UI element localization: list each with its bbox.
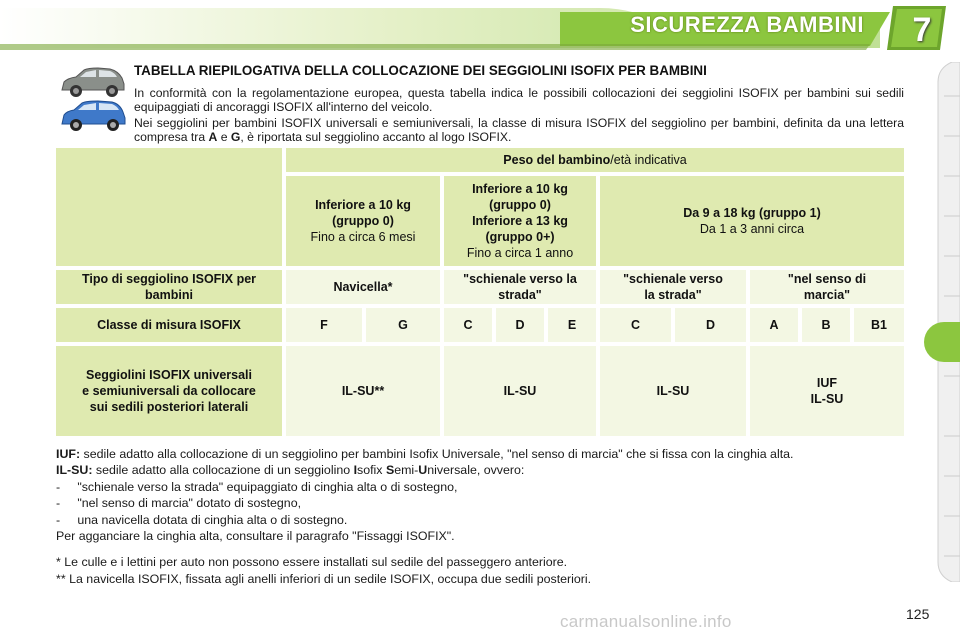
rear-side-seats-label: Seggiolini ISOFIX universali e semiuniversali da collocare sui sedili posteriori laterali — [56, 346, 282, 436]
watermark: carmanualsonline.info — [560, 612, 732, 631]
footnote-single-asterisk: * Le culle e i lettini per auto non possono essere installati sul sedile del passeggero anteriore. — [56, 555, 568, 570]
value-rear-facing-group0plus: IL-SU — [444, 346, 596, 436]
size-class-cell: C — [444, 308, 492, 342]
top-tether-note: Per agganciare la cinghia alta, consultare il paragrafo "Fissaggi ISOFIX". — [56, 529, 455, 544]
section-heading: TABELLA RIEPILOGATIVA DELLA COLLOCAZIONE DEI SEGGIOLINI ISOFIX PER BAMBINI — [134, 63, 707, 78]
type-navicella: Navicella* — [286, 270, 440, 304]
notes-block — [56, 446, 904, 587]
list-item: - "schienale verso la strada" equipaggiato di cinghia alta o di sostegno, — [56, 479, 458, 494]
seat-type-label: Tipo di seggiolino ISOFIX per bambini — [56, 270, 282, 304]
size-class-cell: B1 — [854, 308, 904, 342]
list-item: - una navicella dotata di cinghia alta o di sostegno. — [56, 512, 348, 527]
size-class-cell: F — [286, 308, 362, 342]
size-class-cell: D — [675, 308, 746, 342]
intro-paragraph: In conformità con la regolamentazione europea, questa tabella indica le possibili collocazioni dei seggiolini ISOFIX per bambini sui sedili equipaggiati di ancoraggi ISOFIX all'interno del veicolo. — [134, 86, 904, 114]
value-rear-facing-group1: IL-SU — [600, 346, 746, 436]
type-forward-facing: "nel senso di marcia" — [750, 270, 904, 304]
size-class-label: Classe di misura ISOFIX — [56, 308, 282, 342]
type-rear-facing-group0plus: "schienale verso la strada" — [444, 270, 596, 304]
blue-car-icon — [58, 98, 128, 134]
size-class-cell: A — [750, 308, 798, 342]
size-class-cell: B — [802, 308, 850, 342]
iuf-definition: IUF: sedile adatto alla collocazione di un seggiolino per bambini Isofix Universale, "nel senso di marcia" che si fissa con la cinghia alta. — [56, 447, 794, 461]
list-item: - "nel senso di marcia" dotato di sostegno, — [56, 496, 302, 511]
size-class-paragraph: Nei seggiolini per bambini ISOFIX universali e semiuniversali, la classe di misura ISOFIX del seggiolino per bambini, definita da una lettera compresa tra A e G, è riportata sul seggiolino accanto al logo ISOFIX. — [134, 116, 904, 144]
type-rear-facing-group1: "schienale verso la strada" — [600, 270, 746, 304]
weight-header: Peso del bambino/età indicativa — [286, 148, 904, 172]
group-0plus-header: Inferiore a 10 kg (gruppo 0) Inferiore a 13 kg (gruppo 0+) Fino a circa 1 anno — [444, 176, 596, 266]
page-number: 125 — [906, 606, 930, 622]
group-0-header: Inferiore a 10 kg (gruppo 0) Fino a circa 6 mesi — [286, 176, 440, 266]
size-class-cell: D — [496, 308, 544, 342]
ilsu-definition: IL-SU: sedile adatto alla collocazione di un seggiolino Isofix Semi-Universale, ovvero: — [56, 463, 525, 478]
group-1-header: Da 9 a 18 kg (gruppo 1) Da 1 a 3 anni circa — [600, 176, 904, 266]
value-forward-facing: IUF IL-SU — [750, 346, 904, 436]
page-title: SICUREZZA BAMBINI — [630, 12, 864, 37]
chapter-thumb-index — [924, 62, 960, 582]
size-class-cell: E — [548, 308, 596, 342]
size-class-cell: C — [600, 308, 671, 342]
isofix-summary-table — [56, 148, 904, 436]
page-header — [0, 0, 960, 56]
table-corner-cell — [56, 148, 282, 266]
grey-car-icon — [58, 64, 128, 100]
active-chapter-tab[interactable] — [924, 322, 960, 362]
size-class-cell: G — [366, 308, 440, 342]
footnote-double-asterisk: ** La navicella ISOFIX, fissata agli anelli inferiori di un sedile ISOFIX, occupa due sedili posteriori. — [56, 571, 592, 586]
chapter-number-badge: 7 — [912, 11, 932, 49]
value-navicella: IL-SU** — [286, 346, 440, 436]
